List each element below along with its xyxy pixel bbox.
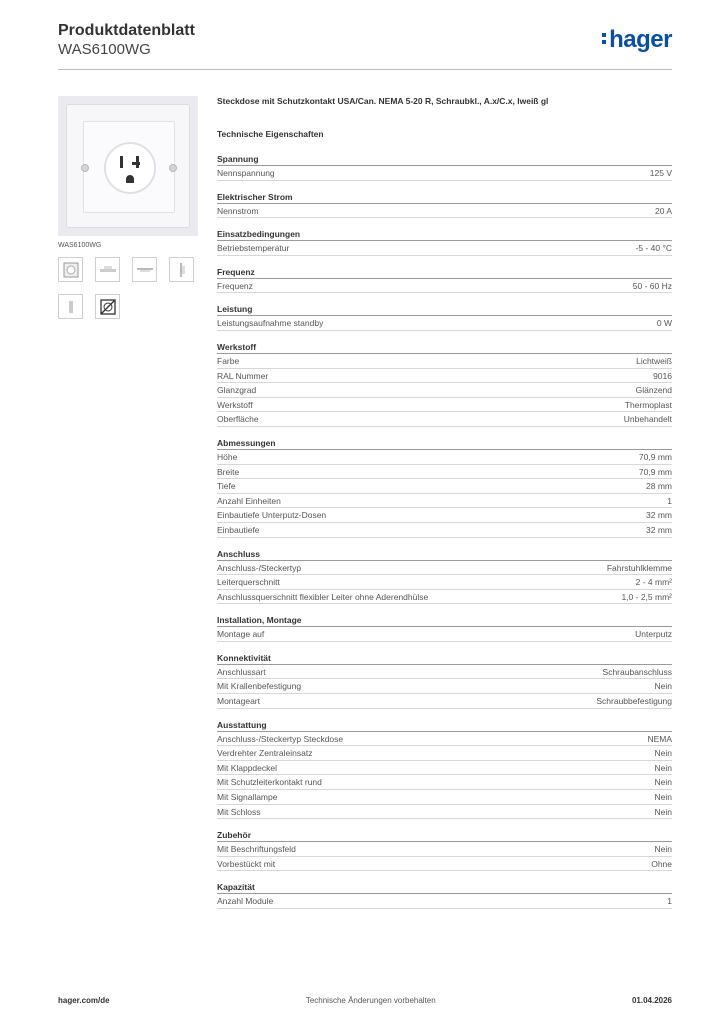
spec-value: 1,0 - 2,5 mm² bbox=[621, 591, 672, 602]
spec-section bbox=[217, 192, 672, 219]
thumb-side-view[interactable] bbox=[95, 257, 120, 282]
spec-section bbox=[217, 438, 672, 538]
spec-value: Schraubbefestigung bbox=[596, 696, 672, 707]
section-title: Anschluss bbox=[217, 549, 672, 561]
spec-section bbox=[217, 267, 672, 294]
spec-row bbox=[217, 316, 672, 331]
spec-label: Anschlussquerschnitt flexibler Leiter ohne Aderendhülse bbox=[217, 591, 429, 602]
spec-label: Tiefe bbox=[217, 481, 236, 492]
article-number: WAS6100WG bbox=[58, 41, 151, 58]
spec-label: Anzahl Module bbox=[217, 896, 274, 907]
spec-row bbox=[217, 665, 672, 680]
product-media bbox=[58, 96, 198, 331]
spec-label: Anschluss-/Steckertyp bbox=[217, 562, 302, 573]
spec-label: Mit Klappdeckel bbox=[217, 762, 278, 773]
spec-row bbox=[217, 894, 672, 909]
footer-note: Technische Änderungen vorbehalten bbox=[305, 996, 436, 1005]
brand-logo bbox=[602, 26, 672, 54]
spec-value: Fahrstuhlklemme bbox=[606, 562, 672, 573]
spec-label: RAL Nummer bbox=[217, 370, 269, 381]
screw-right-icon bbox=[169, 164, 177, 172]
image-caption: WAS6100WG bbox=[58, 242, 102, 249]
spec-value: Ohne bbox=[651, 858, 672, 869]
spec-row bbox=[217, 369, 672, 384]
spec-label: Montageart bbox=[217, 696, 260, 707]
spec-label: Vorbestückt mit bbox=[217, 858, 276, 869]
spec-value: 9016 bbox=[653, 370, 672, 381]
spec-row bbox=[217, 465, 672, 480]
spec-label: Mit Schutzleiterkontakt rund bbox=[217, 777, 322, 788]
spec-row bbox=[217, 590, 672, 605]
spec-row bbox=[217, 732, 672, 747]
slot-t-icon bbox=[132, 162, 140, 165]
spec-value: 2 - 4 mm² bbox=[635, 577, 672, 588]
detail-view-icon bbox=[66, 298, 76, 316]
spec-section bbox=[217, 304, 672, 331]
spec-label: Einbautiefe bbox=[217, 524, 260, 535]
spec-section bbox=[217, 549, 672, 605]
section-title: Konnektivität bbox=[217, 653, 672, 665]
spec-label: Anschlussart bbox=[217, 666, 266, 677]
thumb-profile-view[interactable] bbox=[169, 257, 194, 282]
section-title: Leistung bbox=[217, 304, 672, 316]
page-footer bbox=[58, 996, 672, 1005]
spec-value: 70,9 mm bbox=[638, 466, 672, 477]
spec-value: Nein bbox=[654, 777, 672, 788]
section-title: Spannung bbox=[217, 154, 672, 166]
thumb-detail-view[interactable] bbox=[58, 294, 83, 319]
spec-label: Einbautiefe Unterputz-Dosen bbox=[217, 510, 327, 521]
spec-row bbox=[217, 279, 672, 294]
spec-row bbox=[217, 627, 672, 642]
spec-value: Nein bbox=[654, 806, 672, 817]
thumb-no-use[interactable] bbox=[95, 294, 120, 319]
section-title: Zubehör bbox=[217, 830, 672, 842]
spec-value: Unbehandelt bbox=[623, 414, 672, 425]
nema-socket-icon bbox=[104, 142, 156, 194]
cover-plate bbox=[66, 104, 190, 228]
spec-value: 0 W bbox=[656, 318, 672, 329]
spec-value: 32 mm bbox=[646, 510, 672, 521]
spec-sections bbox=[217, 154, 672, 909]
top-view-icon bbox=[136, 265, 154, 275]
spec-section bbox=[217, 882, 672, 909]
spec-section bbox=[217, 720, 672, 820]
slot-left-icon bbox=[120, 156, 123, 168]
spec-value: Schraubanschluss bbox=[602, 666, 672, 677]
spec-section bbox=[217, 229, 672, 256]
spec-value: Glänzend bbox=[635, 385, 672, 396]
spec-row bbox=[217, 204, 672, 219]
product-description: Steckdose mit Schutzkontakt USA/Can. NEMA 5-20 R, Schraubkl., A.x/C.x, lweiß gl bbox=[217, 96, 549, 106]
section-title: Abmessungen bbox=[217, 438, 672, 450]
spec-row bbox=[217, 857, 672, 872]
side-view-icon bbox=[99, 265, 117, 275]
spec-value: NEMA bbox=[647, 733, 672, 744]
product-image[interactable] bbox=[58, 96, 198, 236]
thumbnail-gallery bbox=[58, 257, 198, 319]
spec-section bbox=[217, 653, 672, 709]
spec-value: Nein bbox=[654, 681, 672, 692]
spec-value: Nein bbox=[654, 762, 672, 773]
footer-date: 01.04.2026 bbox=[631, 996, 672, 1005]
footer-website[interactable]: hager.com/de bbox=[58, 996, 110, 1005]
spec-label: Mit Beschriftungsfeld bbox=[217, 844, 296, 855]
spec-value: Unterputz bbox=[635, 629, 672, 640]
spec-row bbox=[217, 775, 672, 790]
spec-label: Leistungsaufnahme standby bbox=[217, 318, 324, 329]
spec-label: Leiterquerschnitt bbox=[217, 577, 280, 588]
logo-dots-icon bbox=[602, 33, 606, 47]
spec-label: Farbe bbox=[217, 355, 240, 366]
page-title: Produktdatenblatt bbox=[58, 22, 195, 39]
thumb-top-view[interactable] bbox=[132, 257, 157, 282]
ground-pin-icon bbox=[126, 175, 134, 183]
spec-value: 125 V bbox=[649, 168, 672, 178]
spec-label: Verdrehter Zentraleinsatz bbox=[217, 748, 313, 759]
spec-value: 32 mm bbox=[646, 524, 672, 535]
spec-row bbox=[217, 575, 672, 590]
spec-label: Breite bbox=[217, 466, 240, 477]
spec-label: Frequenz bbox=[217, 280, 253, 291]
spec-section bbox=[217, 615, 672, 642]
spec-value: Nein bbox=[654, 844, 672, 855]
spec-row bbox=[217, 412, 672, 427]
section-title: Frequenz bbox=[217, 267, 672, 279]
section-title: Ausstattung bbox=[217, 720, 672, 732]
spec-row bbox=[217, 508, 672, 523]
front-view-icon bbox=[62, 261, 80, 279]
profile-view-icon bbox=[177, 261, 187, 279]
spec-value: Nein bbox=[654, 792, 672, 803]
spec-value: Thermoplast bbox=[624, 399, 672, 410]
spec-label: Glanzgrad bbox=[217, 385, 257, 396]
page-header bbox=[58, 22, 672, 70]
spec-label: Werkstoff bbox=[217, 399, 253, 410]
spec-section bbox=[217, 154, 672, 181]
spec-label: Höhe bbox=[217, 451, 238, 462]
tech-properties-heading: Technische Eigenschaften bbox=[217, 129, 324, 139]
section-title: Installation, Montage bbox=[217, 615, 672, 627]
spec-value: 20 A bbox=[654, 205, 672, 216]
spec-row bbox=[217, 354, 672, 369]
no-use-icon bbox=[98, 297, 118, 317]
socket-insert bbox=[83, 121, 175, 213]
spec-row bbox=[217, 842, 672, 857]
spec-row bbox=[217, 694, 672, 709]
section-title: Elektrischer Strom bbox=[217, 192, 672, 204]
spec-value: Nein bbox=[654, 748, 672, 759]
spec-value: 70,9 mm bbox=[638, 451, 672, 462]
spec-row bbox=[217, 479, 672, 494]
spec-row bbox=[217, 450, 672, 465]
thumb-front-view[interactable] bbox=[58, 257, 83, 282]
spec-label: Nennspannung bbox=[217, 168, 275, 178]
screw-left-icon bbox=[81, 164, 89, 172]
spec-section bbox=[217, 830, 672, 871]
spec-label: Oberfläche bbox=[217, 414, 259, 425]
spec-section bbox=[217, 342, 672, 427]
spec-label: Mit Schloss bbox=[217, 806, 261, 817]
spec-value: 28 mm bbox=[646, 481, 672, 492]
spec-label: Betriebstemperatur bbox=[217, 243, 290, 254]
spec-value: 1 bbox=[667, 495, 672, 506]
spec-row bbox=[217, 746, 672, 761]
spec-row bbox=[217, 523, 672, 538]
spec-row bbox=[217, 494, 672, 509]
spec-value: Lichtweiß bbox=[636, 355, 672, 366]
brand-name: hager bbox=[609, 26, 672, 53]
spec-row bbox=[217, 398, 672, 413]
spec-row bbox=[217, 761, 672, 776]
spec-value: 1 bbox=[667, 896, 672, 907]
spec-row bbox=[217, 790, 672, 805]
spec-row bbox=[217, 241, 672, 256]
spec-row bbox=[217, 679, 672, 694]
spec-label: Nennstrom bbox=[217, 205, 259, 216]
spec-row bbox=[217, 805, 672, 820]
spec-label: Montage auf bbox=[217, 629, 265, 640]
spec-row bbox=[217, 166, 672, 181]
spec-label: Anschluss-/Steckertyp Steckdose bbox=[217, 733, 344, 744]
spec-row bbox=[217, 383, 672, 398]
section-title: Kapazität bbox=[217, 882, 672, 894]
section-title: Einsatzbedingungen bbox=[217, 229, 672, 241]
spec-label: Mit Signallampe bbox=[217, 792, 278, 803]
section-title: Werkstoff bbox=[217, 342, 672, 354]
spec-label: Mit Krallenbefestigung bbox=[217, 681, 302, 692]
spec-label: Anzahl Einheiten bbox=[217, 495, 281, 506]
product-details bbox=[217, 96, 672, 909]
spec-value: -5 - 40 °C bbox=[635, 243, 672, 254]
spec-row bbox=[217, 561, 672, 576]
spec-value: 50 - 60 Hz bbox=[632, 280, 672, 291]
